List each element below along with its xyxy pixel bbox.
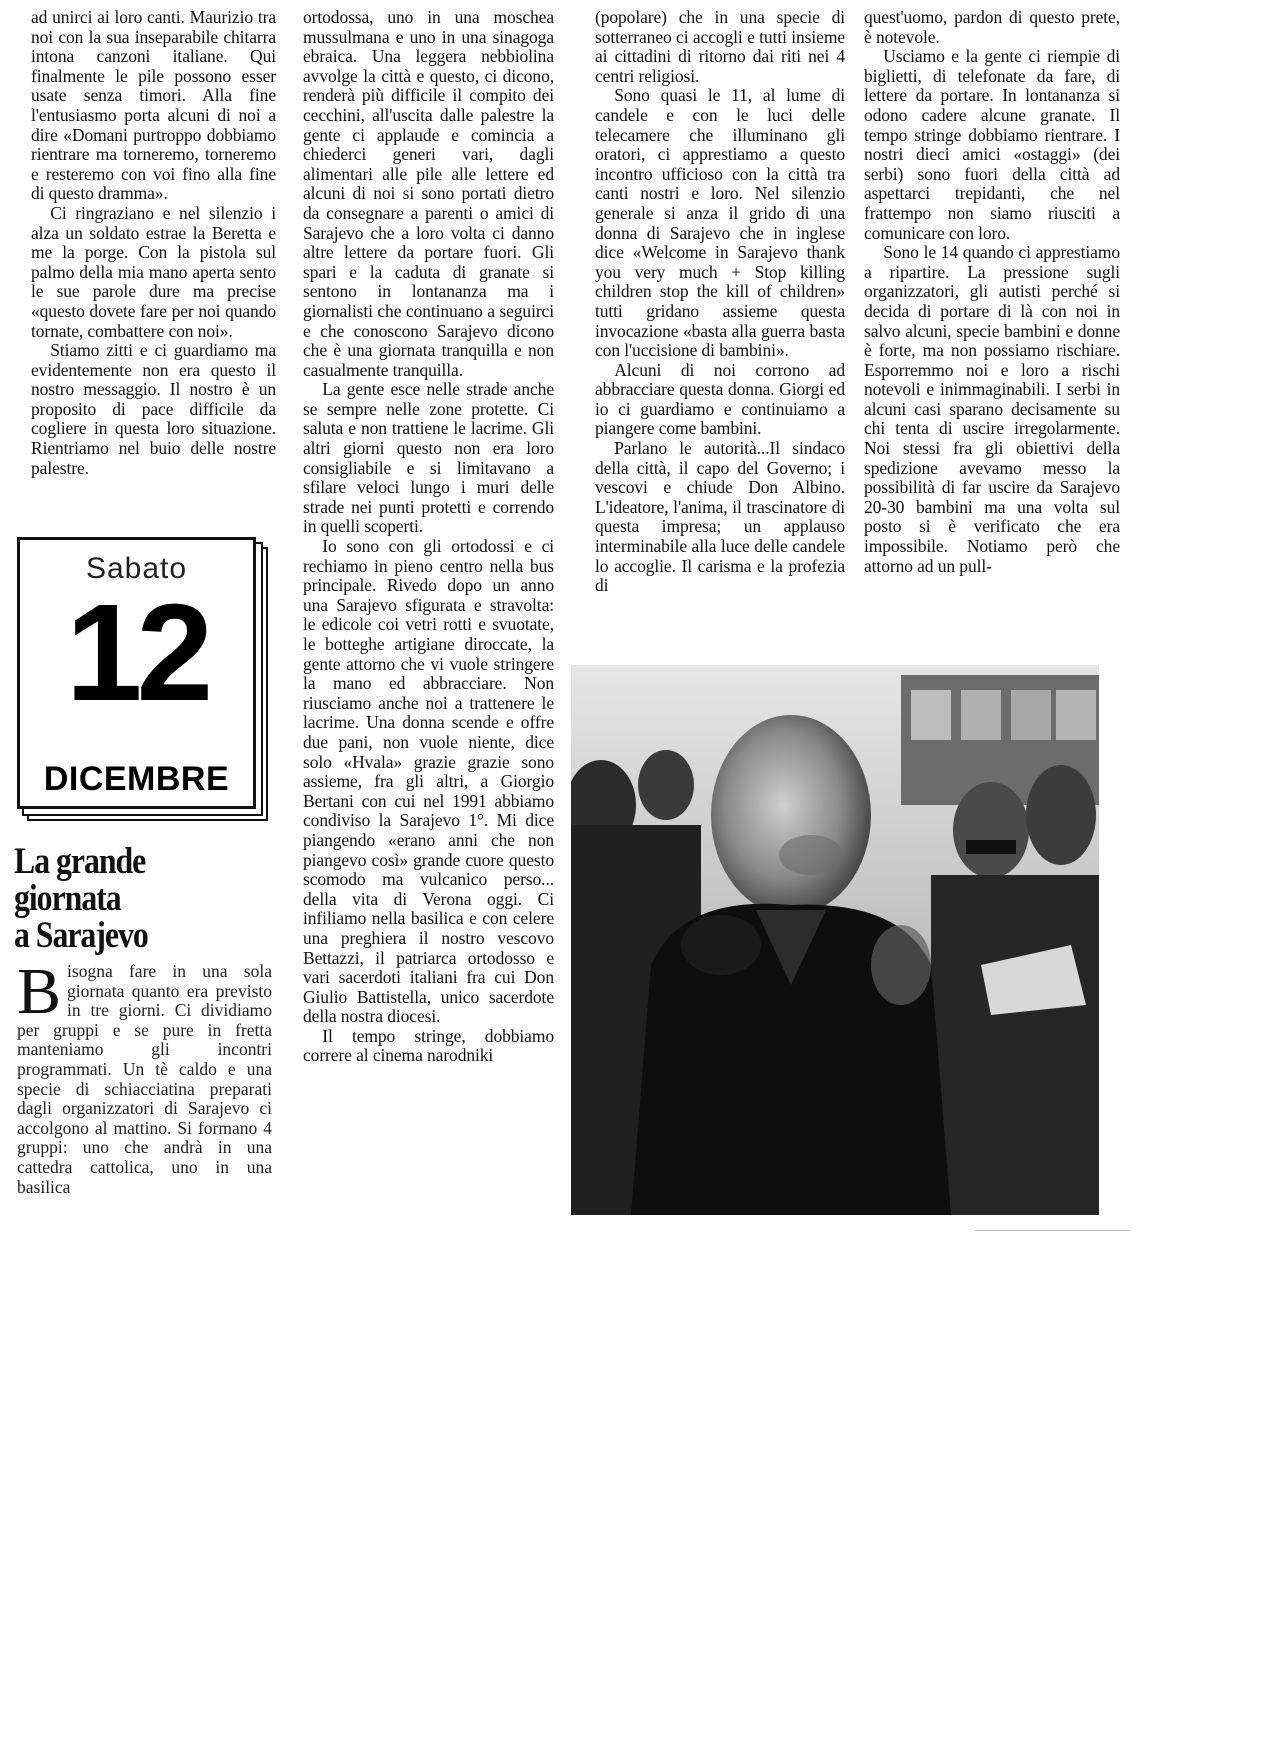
paragraph: isogna fare in una sola giornata quanto era previsto in tre giorni. Ci dividiamo per gruppi e se pure in fretta manteniamo gli incontri programmati. Un tè caldo e una specie di schiacciatina preparati dagli organizzatori di Sarajevo ci accolgono al mattino. Si formano 4 gruppi: uno che andrà in una cattedra cattolica, uno in una basilica bbox=[17, 961, 272, 1197]
photo-illustration bbox=[571, 665, 1099, 1215]
calendar-weekday: Sabato bbox=[85, 552, 188, 585]
paragraph: Ci ringraziano e nel silenzio i alza un soldato estrae la Beretta e me la porge. Con la pistola sul palmo della mia mano aperta sento le sue parole dure ma precise «questo dovete fare per noi quando tornate, combattere con noi». bbox=[31, 202, 276, 341]
calendar-card bbox=[17, 537, 256, 809]
scan-edge-line bbox=[975, 1230, 1130, 1231]
column-1-lower bbox=[17, 955, 272, 1197]
column-4 bbox=[864, 8, 1120, 576]
paragraph: Alcuni di noi corrono ad abbracciare questa donna. Giorgi ed io ci guardiamo e continuiamo a piangere come bambini. bbox=[595, 359, 845, 439]
calendar-month: DICEMBRE bbox=[43, 760, 230, 798]
paragraph: Io sono con gli ortodossi e ci rechiamo in pieno centro nella bus principale. Rivedo dopo un anno una Sarajevo sfigurata e stravolta: le edicole coi vetri rotti e svuotate, le botteghe artigiane diroccate, la gente attorno che vi vuole stringere la mano ed abbracciare. Non riusciamo anche noi a trattenere le lacrime. Una donna scende e offre due pani, non vuole niente, dice solo «Hvala» grazie grazie sono assieme, fra gli altri, a Giorgio Bertani con cui nel 1991 abbiamo condiviso la Sarajevo 1°. Mi dice piangendo «erano anni che non piangevo così» grande cuore questo scomodo ma vulcanico perso... della vita di Verona oggi. Ci infiliamo nella basilica e con celere una preghiera il nostro vescovo Bettazzi, il patriarca ortodosso e vari sacerdoti italiani fra cui Don Giulio Battistella, unico sacerdote della nostra diocesi. bbox=[303, 536, 554, 1027]
paragraph: Sono quasi le 11, al lume di candele e con le luci delle telecamere che illuminano gli oratori, ci apprestiamo a questo incontro ufficioso con la città tra canti nostri e loro. Nel silenzio generale si anza il grido di una donna di Sarajevo che in inglese dice «Welcome in Sarajevo thank you very much + Stop killing children stop the kill of children» tutti gridano assieme questa invocazione «basta alla guerra basta con l'uccisione di bambini». bbox=[595, 85, 845, 361]
article-headline bbox=[14, 843, 238, 954]
news-photo bbox=[571, 665, 1099, 1215]
paragraph: Stiamo zitti e ci guardiamo ma evidentemente non era questo il nostro messaggio. Il nostro è un proposito di pace difficile da cogliere in questa loro situazione. Rientriamo nel buio delle nostre palestre. bbox=[31, 340, 276, 478]
headline-line: a Sarajevo bbox=[14, 915, 148, 956]
column-2 bbox=[303, 8, 554, 1066]
paragraph: Parlano le autorità...Il sindaco della città, il capo del Governo; i vescovi e chiude Don Albino. L'ideatore, l'anima, il trascinatore di questa impresa; un applauso interminabile alla luce delle candele lo accoglie. Il carisma e la profezia di bbox=[595, 438, 845, 596]
column-1-upper bbox=[31, 8, 276, 478]
date-calendar-box bbox=[17, 537, 270, 827]
drop-cap: B bbox=[17, 955, 62, 1028]
paragraph: La gente esce nelle strade anche se sempre nelle zone protette. Ci saluta e non trattiene le lacrime. Gli altri giorni questo non era loro consigliabile e si limitavano a sfilare veloci lungo i muri delle strade nei punti protetti e correndo in quelli scoperti. bbox=[303, 379, 554, 537]
paragraph: ad unirci ai loro canti. Maurizio tra noi con la sua inseparabile chitarra intona canzoni italiane. Qui finalmente le pile possono esser usate senza timori. Alla fine l'entusiasmo porta alcuni di noi a dire «Domani purtroppo dobbiamo rientrare ma torneremo, torneremo e resteremo con voi fino alla fine di questo dramma». bbox=[31, 7, 276, 204]
paragraph: quest'uomo, pardon di questo prete, è notevole. bbox=[864, 7, 1120, 47]
calendar-day-number: 12 bbox=[65, 576, 208, 730]
paragraph: Il tempo stringe, dobbiamo correre al cinema narodniki bbox=[303, 1025, 554, 1066]
paragraph: (popolare) che in una specie di sotterraneo ci accogli e tutti insieme ai cittadini di ritorno dai riti nei 4 centri religiosi. bbox=[595, 7, 845, 86]
headline-line: giornata bbox=[14, 878, 121, 919]
paragraph: ortodossa, uno in una moschea mussulmana e uno in una sinagoga ebraica. Una leggera nebbiolina avvolge la città e questo, ci dicono, renderà più difficile il compito dei cecchini, all'uscita dalle palestre la gente ci applaude e comincia a chiederci generi vari, dagli alimentari alle pile alle lettere ed alcuni di noi si sono portati dietro da consegnare a parenti o amici di Sarajevo che a loro volta ci danno altre lettere da portare fuori. Gli spari e la caduta di granate si sentono in lontananza ma i giornalisti che continuano a seguirci e che conoscono Sarajevo dicono che è una giornata tranquilla e non casualmente tranquilla. bbox=[303, 7, 554, 380]
paragraph: Usciamo e la gente ci riempie di biglietti, di telefonate da fare, di lettere da portare. In lontananza si odono cadere alcune granate. Il tempo stringe dobbiamo rientrare. I nostri dieci amici «ostaggi» (dei serbi) sono fuori della città ad aspettarci trepidanti, che nel frattempo non siamo riusciti a comunicare con loro. bbox=[864, 46, 1120, 243]
column-3 bbox=[595, 8, 845, 596]
headline-line: La grande bbox=[14, 841, 146, 882]
paragraph: Sono le 14 quando ci apprestiamo a ripartire. La pressione sugli organizzatori, gli autisti perché si decida di portare di là con noi in salvo alcuni, specie bambini e donne è forte, ma non possiamo rischiare. Esporremmo noi e loro a rischi notevoli e inimmaginabili. I serbi in alcuni casi sparano decisamente su chi tenta di uscire irregolarmente. Noi stessi fra gli obiettivi della spedizione avevamo messo la possibilità di far uscire da Sarajevo 20-30 bambini ma una volta sul posto si è verificato che era impossibile. Notiamo però che attorno ad un pull- bbox=[864, 242, 1120, 576]
